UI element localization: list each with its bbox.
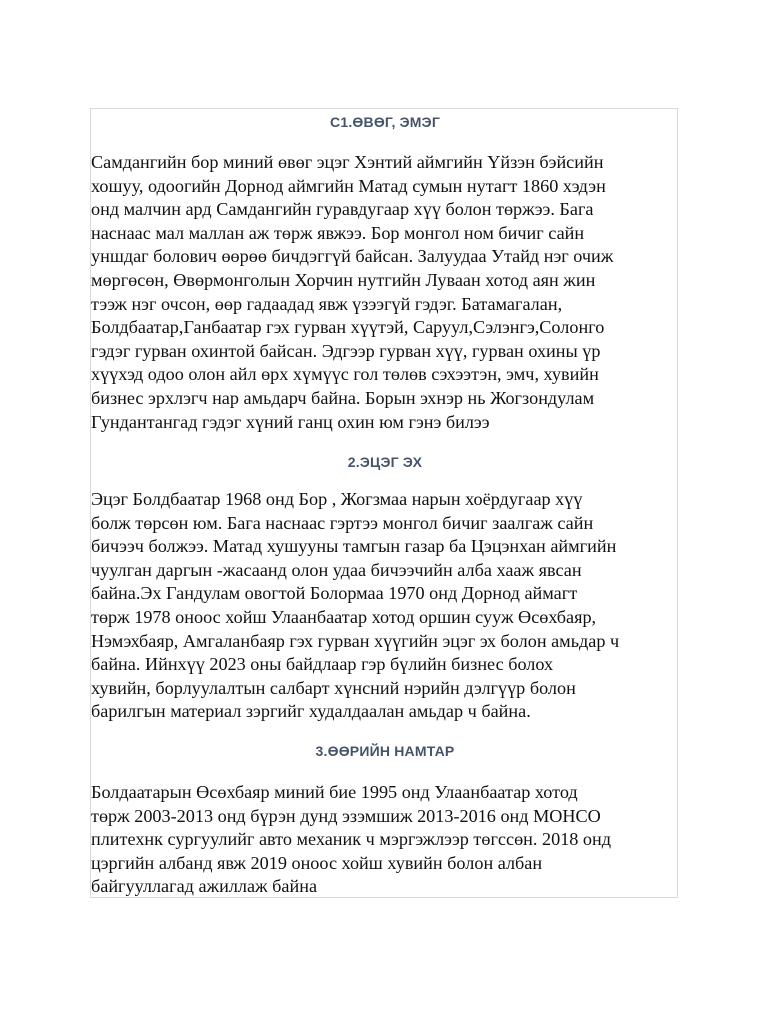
section-2-heading: 2.ЭЦЭГ ЭХ — [347, 454, 423, 470]
section-3-paragraph — [91, 781, 681, 899]
paragraph-line: цэргийн албанд явж 2019 оноос хойш хувийн болон албан — [91, 852, 543, 873]
paragraph-line: төрж 2003-2013 онд бүрэн дунд эзэмшиж 2013-2016 онд МОНСО — [91, 805, 601, 826]
paragraph-line: Болдаатарын Өсөхбаяр миний бие 1995 онд Улаанбаатар хотод — [91, 782, 578, 802]
paragraph-line: уншдаг болович өөрөө бичдэггүй байсан. Залуудаа Утайд нэг очиж — [91, 246, 614, 267]
paragraph-line: наснаас мал маллан аж төрж явжээ. Бор монгол ном бичиг сайн — [91, 222, 585, 243]
section-1-paragraph — [91, 151, 681, 434]
paragraph-line: хувийн, борлуулалтын салбарт хүнсний нэрийн дэлгүүр болон — [91, 677, 576, 698]
paragraph-line: плитехнк сургуулийг авто механик ч мэргэжлээр төгссөн. 2018 онд — [91, 829, 612, 850]
paragraph-line: төрж 1978 оноос хойш Улаанбаатар хотод оршин сууж Өсөхбаяр, — [91, 606, 597, 627]
paragraph-line: байна.Эх Гандулам овогтой Болормаа 1970 онд Дорнод аймагт — [91, 583, 578, 604]
document-table — [90, 108, 678, 898]
paragraph-line: хүүхэд одоо олон айл өрх хүмүүс гол төлөв сэхээтэн, эмч, хувийн — [91, 364, 599, 385]
paragraph-line: барилгын материал зэргийг худалдаалан амьдар ч байна. — [91, 701, 531, 722]
paragraph-line: чуулган даргын -жасаанд олон удаа бичээчийн алба хааж явсан — [91, 559, 582, 580]
section-3-heading: 3.ӨӨРИЙН НАМТАР — [315, 743, 455, 759]
paragraph-line: Самдангийн бор миний өвөг эцэг Хэнтий аймгийн Үйзэн бэйсийн — [91, 152, 604, 172]
paragraph-line: Болдбаатар,Ганбаатар гэх гурван хүүтэй, Саруул,Сэлэнгэ,Солонго — [91, 317, 605, 338]
paragraph-line: Гундантангад гэдэг хүний ганц охин юм гэнэ билээ — [91, 411, 490, 432]
section-2-paragraph — [91, 488, 681, 724]
paragraph-line: байгууллагад ажиллаж байна — [91, 876, 318, 897]
paragraph-line: мөргөсөн, Өвөрмонголын Хорчин нутгийн Луваан хотод аян жин — [91, 269, 596, 290]
paragraph-line: хошуу, одоогийн Дорнод аймгийн Матад сумын нутагт 1860 хэдэн — [91, 175, 606, 196]
section-1-heading: С1.ӨВӨГ, ЭМЭГ — [330, 114, 440, 130]
paragraph-line: бичээч болжээ. Матад хушууны тамгын газар ба Цэцэнхан аймгийн — [91, 536, 617, 557]
paragraph-line: Эцэг Болдбаатар 1968 онд Бор , Жогзмаа нарын хоёрдугаар хүү — [91, 489, 583, 509]
paragraph-line: бизнес эрхлэгч нар амьдарч байна. Борын эхнэр нь Жогзондулам — [91, 387, 595, 408]
paragraph-line: гэдэг гурван охинтой байсан. Эдгээр гурван хүү, гурван охины үр — [91, 340, 601, 361]
paragraph-line: онд малчин ард Самдангийн гуравдугаар хүү болон төржээ. Бага — [91, 199, 594, 220]
paragraph-line: болж төрсөн юм. Бага наснаас гэртээ монгол бичиг заалгаж сайн — [91, 512, 594, 533]
paragraph-line: Нэмэхбаяр, Амгаланбаяр гэх гурван хүүгийн эцэг эх болон амьдар ч — [91, 630, 620, 651]
paragraph-line: байна. Ийнхүү 2023 оны байдлаар гэр бүлийн бизнес болох — [91, 654, 554, 675]
paragraph-line: тээж нэг очсон, өөр гадаадад явж үзээгүй гэдэг. Батамагалан, — [91, 293, 563, 314]
